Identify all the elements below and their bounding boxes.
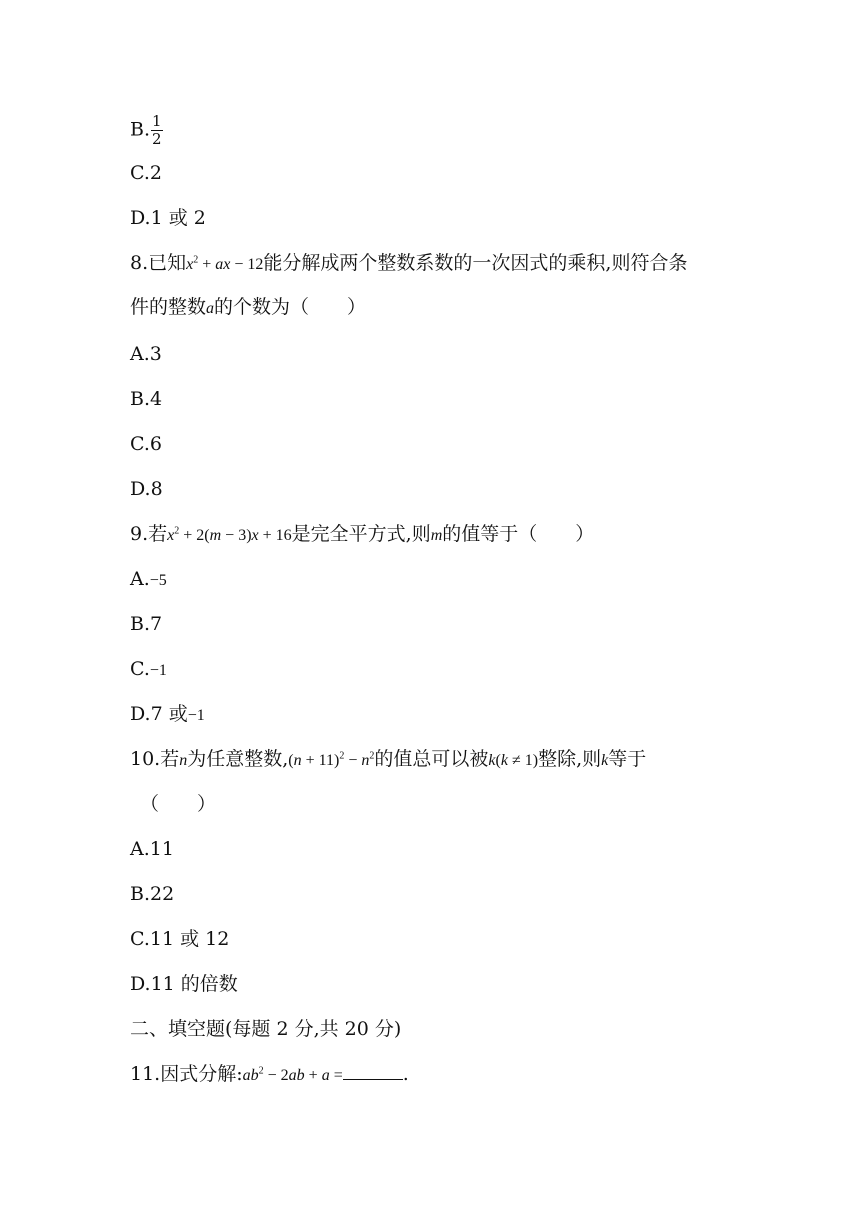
question-10-line2: （ ） bbox=[140, 793, 217, 815]
question-10-k-condition: k(k ≠ 1) bbox=[488, 752, 539, 769]
question-9-text: 是完全平方式,则 bbox=[291, 523, 431, 545]
question-9 bbox=[130, 522, 594, 548]
question-8-text-2: 件的整数 bbox=[130, 296, 207, 318]
option-value: −1 bbox=[187, 707, 205, 724]
question-8-line2 bbox=[130, 295, 366, 321]
option-a-q9 bbox=[130, 567, 167, 593]
question-10-text-2: 的值总可以被 bbox=[374, 748, 489, 770]
variable-m: m bbox=[430, 527, 443, 544]
question-8-text-3: 的个数为（ ） bbox=[214, 296, 367, 318]
question-8-expression: $x^2$ + ax − 12 bbox=[186, 254, 264, 273]
option-d-q10: D.11 的倍数 bbox=[130, 973, 238, 995]
question-10-line1 bbox=[130, 747, 646, 773]
question-11 bbox=[130, 1062, 409, 1088]
option-c-q10: C.11 或 12 bbox=[130, 928, 230, 950]
question-10-expression: $(n + 11)^2 - n^2$ bbox=[288, 750, 375, 769]
question-10-prefix: 10.若 bbox=[130, 748, 180, 770]
option-value: −5 bbox=[149, 572, 167, 589]
option-c-q7: C.2 bbox=[130, 162, 162, 184]
variable-a: a bbox=[206, 300, 215, 317]
variable-n: n bbox=[179, 752, 188, 769]
option-c-q9 bbox=[130, 657, 167, 683]
fraction-one-half bbox=[151, 113, 163, 148]
question-10-text-4: 等于 bbox=[608, 748, 647, 770]
section-heading: 二、填空题(每题 2 分,共 20 分) bbox=[130, 1018, 402, 1040]
question-8-line1 bbox=[130, 251, 687, 277]
question-9-text-2: 的值等于（ ） bbox=[442, 523, 595, 545]
option-b-q7 bbox=[130, 113, 163, 148]
question-11-suffix: . bbox=[402, 1063, 409, 1085]
option-label: A. bbox=[130, 568, 150, 590]
fraction-denominator: 2 bbox=[152, 130, 162, 148]
question-9-prefix: 9.若 bbox=[130, 523, 168, 545]
option-b-q8: B.4 bbox=[130, 388, 163, 410]
option-b-q10: B.22 bbox=[130, 883, 175, 905]
option-label: B. bbox=[130, 118, 151, 141]
option-value: −1 bbox=[149, 662, 167, 679]
question-8-text: 能分解成两个整数系数的一次因式的乘积,则符合条 bbox=[263, 252, 688, 274]
question-11-prefix: 11.因式分解: bbox=[130, 1063, 243, 1085]
option-a-q8: A.3 bbox=[130, 343, 162, 365]
option-label: C. bbox=[130, 658, 150, 680]
option-c-q8: C.6 bbox=[130, 433, 162, 455]
option-d-q7: D.1 或 2 bbox=[130, 207, 206, 229]
fraction-numerator: 1 bbox=[152, 112, 162, 130]
option-b-q9: B.7 bbox=[130, 613, 163, 635]
question-11-expression: $ab^2 - 2ab + a$ = bbox=[242, 1065, 343, 1084]
question-10-text: 为任意整数, bbox=[187, 748, 289, 770]
question-10-text-3: 整除,则 bbox=[538, 748, 602, 770]
option-label: D.7 或 bbox=[130, 703, 188, 725]
option-d-q8: D.8 bbox=[130, 478, 163, 500]
answer-blank[interactable] bbox=[343, 1063, 403, 1080]
question-9-expression: $x^2 + 2(m - 3)x + 16$ bbox=[167, 525, 292, 544]
option-d-q9 bbox=[130, 702, 205, 728]
variable-k: k bbox=[601, 752, 609, 769]
question-8-prefix: 8.已知 bbox=[130, 252, 187, 274]
option-a-q10: A.11 bbox=[130, 838, 174, 860]
